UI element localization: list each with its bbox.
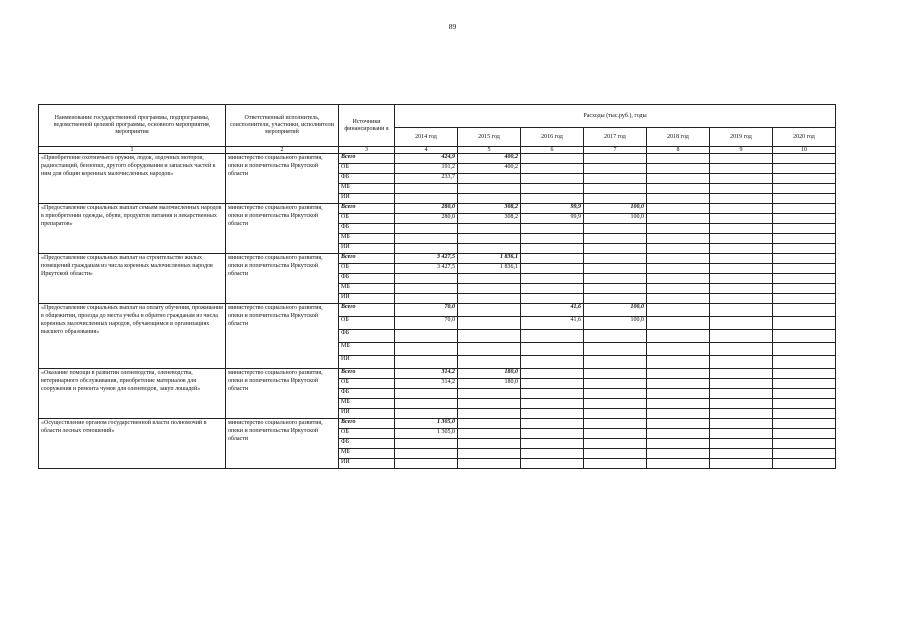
table-row	[39, 254, 836, 264]
activity-executor: министерство социального развития, опеки и попечительства Иркутской области	[226, 254, 339, 304]
amount-cell: 1 836,1	[458, 254, 521, 264]
amount-cell	[647, 214, 710, 224]
amount-cell	[773, 174, 836, 184]
funding-source: ОБ	[339, 379, 395, 389]
amount-cell: 233,7	[395, 174, 458, 184]
amount-cell: 1 305,0	[395, 419, 458, 429]
amount-cell	[521, 284, 584, 294]
column-number: 2	[226, 147, 339, 154]
amount-cell	[710, 439, 773, 449]
amount-cell: 41,6	[521, 304, 584, 317]
header-year: 2019 год	[710, 128, 773, 147]
header-year: 2018 год	[647, 128, 710, 147]
amount-cell	[521, 459, 584, 469]
activity-name: «Предоставление социальных выплат семьям малочисленных народов в приобретении одежды, обуви, продуктов питания и лекарственных препаратов»	[39, 204, 226, 254]
funding-source: ОБ	[339, 264, 395, 274]
amount-cell	[395, 184, 458, 194]
funding-source: ИИ	[339, 244, 395, 254]
amount-cell	[584, 194, 647, 204]
amount-cell	[773, 389, 836, 399]
amount-cell	[584, 224, 647, 234]
amount-cell	[584, 164, 647, 174]
header-sources: Источники финансировани я	[339, 105, 395, 147]
column-number: 7	[584, 147, 647, 154]
amount-cell	[584, 154, 647, 164]
amount-cell: 180,0	[458, 369, 521, 379]
amount-cell	[584, 419, 647, 429]
amount-cell	[710, 224, 773, 234]
funding-source: ИИ	[339, 194, 395, 204]
amount-cell	[458, 304, 521, 317]
amount-cell: 100,0	[584, 204, 647, 214]
amount-cell	[710, 409, 773, 419]
amount-cell	[521, 439, 584, 449]
amount-cell: 100,0	[584, 214, 647, 224]
funding-source: Всего	[339, 369, 395, 379]
amount-cell	[521, 164, 584, 174]
funding-source: ИИ	[339, 294, 395, 304]
amount-cell	[521, 174, 584, 184]
amount-cell	[521, 356, 584, 369]
amount-cell	[458, 343, 521, 356]
activity-name: «Предоставление социальных выплат на строительство жилых помещений гражданам из числа коренных малочисленных народов Иркутской области»	[39, 254, 226, 304]
amount-cell	[584, 379, 647, 389]
funding-source: ОБ	[339, 214, 395, 224]
amount-cell	[584, 254, 647, 264]
amount-cell	[710, 244, 773, 254]
activity-executor: министерство социального развития, опеки и попечительства Иркутской области	[226, 419, 339, 469]
amount-cell	[773, 399, 836, 409]
amount-cell: 100,0	[584, 304, 647, 317]
amount-cell	[647, 439, 710, 449]
amount-cell: 191,2	[395, 164, 458, 174]
column-number: 3	[339, 147, 395, 154]
amount-cell: 400,2	[458, 154, 521, 164]
amount-cell	[458, 429, 521, 439]
amount-cell	[521, 244, 584, 254]
amount-cell	[773, 214, 836, 224]
amount-cell	[395, 330, 458, 343]
amount-cell: 41,6	[521, 317, 584, 330]
amount-cell	[458, 356, 521, 369]
amount-cell	[647, 369, 710, 379]
funding-source: ИИ	[339, 459, 395, 469]
amount-cell	[773, 439, 836, 449]
amount-cell	[521, 294, 584, 304]
activity-executor: министерство социального развития, опеки и попечительства Иркутской области	[226, 154, 339, 204]
table-row	[39, 304, 836, 317]
amount-cell	[584, 330, 647, 343]
amount-cell	[458, 409, 521, 419]
column-number: 6	[521, 147, 584, 154]
header-year: 2016 год	[521, 128, 584, 147]
amount-cell	[647, 184, 710, 194]
amount-cell: 70,0	[395, 304, 458, 317]
amount-cell	[647, 343, 710, 356]
amount-cell	[395, 244, 458, 254]
activity-name: «Приобретение охотничьего оружия, лодок, лодочных моторов, радиостанций, бензопил, другого оборудования и запасных частей к ним для общин коренных малочисленных народов»	[39, 154, 226, 204]
amount-cell	[710, 459, 773, 469]
amount-cell	[710, 274, 773, 284]
amount-cell	[521, 234, 584, 244]
amount-cell	[584, 234, 647, 244]
amount-cell	[773, 204, 836, 214]
amount-cell: 1 836,1	[458, 264, 521, 274]
amount-cell	[395, 356, 458, 369]
amount-cell	[647, 389, 710, 399]
amount-cell: 424,9	[395, 154, 458, 164]
amount-cell	[710, 343, 773, 356]
amount-cell	[458, 399, 521, 409]
amount-cell	[773, 264, 836, 274]
funding-source: ФБ	[339, 389, 395, 399]
amount-cell	[710, 369, 773, 379]
funding-source: МБ	[339, 399, 395, 409]
amount-cell	[395, 439, 458, 449]
column-number: 5	[458, 147, 521, 154]
amount-cell	[458, 439, 521, 449]
funding-source: ИИ	[339, 356, 395, 369]
amount-cell	[521, 429, 584, 439]
amount-cell	[647, 154, 710, 164]
table-row	[39, 204, 836, 214]
header-year: 2017 год	[584, 128, 647, 147]
amount-cell	[773, 294, 836, 304]
amount-cell	[521, 224, 584, 234]
table-body	[39, 154, 836, 469]
amount-cell	[773, 317, 836, 330]
amount-cell	[584, 399, 647, 409]
amount-cell	[395, 274, 458, 284]
amount-cell	[773, 244, 836, 254]
amount-cell	[458, 317, 521, 330]
amount-cell	[584, 429, 647, 439]
amount-cell	[710, 379, 773, 389]
amount-cell	[710, 264, 773, 274]
amount-cell	[647, 204, 710, 214]
funding-source: ИИ	[339, 409, 395, 419]
amount-cell	[458, 389, 521, 399]
funding-source: Всего	[339, 154, 395, 164]
funding-source: Всего	[339, 204, 395, 214]
amount-cell	[584, 274, 647, 284]
amount-cell	[647, 317, 710, 330]
amount-cell	[395, 449, 458, 459]
funding-source: МБ	[339, 184, 395, 194]
amount-cell	[584, 459, 647, 469]
amount-cell	[395, 389, 458, 399]
amount-cell	[521, 399, 584, 409]
amount-cell	[647, 399, 710, 409]
amount-cell	[710, 419, 773, 429]
amount-cell	[584, 369, 647, 379]
amount-cell	[773, 154, 836, 164]
amount-cell	[395, 294, 458, 304]
amount-cell	[395, 459, 458, 469]
amount-cell	[647, 379, 710, 389]
header-year: 2020 год	[773, 128, 836, 147]
amount-cell	[710, 154, 773, 164]
amount-cell	[584, 343, 647, 356]
table-row	[39, 154, 836, 164]
financing-table	[38, 104, 836, 469]
column-number: 8	[647, 147, 710, 154]
amount-cell: 314,2	[395, 379, 458, 389]
amount-cell	[710, 214, 773, 224]
amount-cell	[395, 224, 458, 234]
funding-source: Всего	[339, 419, 395, 429]
amount-cell	[710, 429, 773, 439]
amount-cell	[521, 184, 584, 194]
activity-executor: министерство социального развития, опеки и попечительства Иркутской области	[226, 304, 339, 369]
amount-cell	[458, 274, 521, 284]
amount-cell	[647, 419, 710, 429]
amount-cell	[395, 409, 458, 419]
amount-cell: 99,9	[521, 214, 584, 224]
amount-cell	[710, 449, 773, 459]
header-program-name: Наименование государственной программы, подпрограммы, ведомственной целевой программы, основного мероприятия, мероприятия	[39, 105, 226, 147]
amount-cell	[395, 234, 458, 244]
amount-cell	[395, 399, 458, 409]
header-expenses: Расходы (тыс.руб.), годы	[395, 105, 836, 128]
amount-cell	[773, 284, 836, 294]
amount-cell	[458, 330, 521, 343]
amount-cell	[584, 294, 647, 304]
amount-cell: 180,0	[458, 379, 521, 389]
amount-cell	[458, 194, 521, 204]
amount-cell: 280,0	[395, 204, 458, 214]
amount-cell	[458, 459, 521, 469]
amount-cell: 314,2	[395, 369, 458, 379]
amount-cell	[773, 234, 836, 244]
funding-source: МБ	[339, 343, 395, 356]
amount-cell	[710, 399, 773, 409]
amount-cell	[458, 184, 521, 194]
funding-source: ФБ	[339, 330, 395, 343]
amount-cell	[710, 204, 773, 214]
amount-cell	[395, 194, 458, 204]
amount-cell	[710, 254, 773, 264]
amount-cell	[710, 294, 773, 304]
header-executor: Ответственный исполнитель, соисполнители, участники, исполнители мероприятий	[226, 105, 339, 147]
funding-source: ФБ	[339, 224, 395, 234]
amount-cell	[647, 330, 710, 343]
amount-cell	[521, 264, 584, 274]
amount-cell	[584, 244, 647, 254]
amount-cell	[773, 343, 836, 356]
column-number: 4	[395, 147, 458, 154]
amount-cell	[647, 356, 710, 369]
amount-cell	[710, 389, 773, 399]
amount-cell	[710, 284, 773, 294]
amount-cell	[521, 389, 584, 399]
amount-cell	[584, 264, 647, 274]
amount-cell	[395, 343, 458, 356]
amount-cell	[773, 356, 836, 369]
amount-cell	[647, 274, 710, 284]
amount-cell	[584, 284, 647, 294]
amount-cell	[647, 284, 710, 294]
amount-cell	[710, 330, 773, 343]
amount-cell: 400,2	[458, 164, 521, 174]
amount-cell	[710, 184, 773, 194]
funding-source: МБ	[339, 449, 395, 459]
amount-cell	[458, 224, 521, 234]
amount-cell: 70,0	[395, 317, 458, 330]
amount-cell	[458, 294, 521, 304]
column-number: 9	[710, 147, 773, 154]
activity-executor: министерство социального развития, опеки и попечительства Иркутской области	[226, 369, 339, 419]
amount-cell	[773, 429, 836, 439]
amount-cell: 1 305,0	[395, 429, 458, 439]
funding-source: МБ	[339, 234, 395, 244]
funding-source: ОБ	[339, 317, 395, 330]
amount-cell	[647, 409, 710, 419]
amount-cell	[773, 330, 836, 343]
amount-cell	[710, 194, 773, 204]
amount-cell	[647, 449, 710, 459]
activity-name: «Оказание помощи в развитии оленеводства, оленеводства, ветеринарного обслуживания, приобретение материалов для сооружения и ремонта чумов для оленеводов, закуп лошадей»	[39, 369, 226, 419]
table-row	[39, 369, 836, 379]
amount-cell	[521, 330, 584, 343]
amount-cell: 99,9	[521, 204, 584, 214]
amount-cell	[521, 419, 584, 429]
amount-cell	[773, 459, 836, 469]
amount-cell	[773, 274, 836, 284]
amount-cell	[773, 194, 836, 204]
amount-cell	[521, 379, 584, 389]
amount-cell	[584, 184, 647, 194]
activity-name: «Предоставление социальных выплат на оплату обучения, проживания в общежитии, проезда до места учебы и обратно гражданам из числа коренных малочисленных народов, обучающимся в организациях высшего образования»	[39, 304, 226, 369]
amount-cell	[521, 369, 584, 379]
amount-cell	[710, 317, 773, 330]
funding-source: ФБ	[339, 439, 395, 449]
amount-cell: 3 427,5	[395, 264, 458, 274]
amount-cell	[647, 304, 710, 317]
amount-cell	[773, 164, 836, 174]
amount-cell	[521, 154, 584, 164]
amount-cell	[773, 184, 836, 194]
amount-cell	[710, 164, 773, 174]
amount-cell: 308,2	[458, 204, 521, 214]
amount-cell	[395, 284, 458, 294]
funding-source: Всего	[339, 304, 395, 317]
amount-cell	[773, 369, 836, 379]
amount-cell	[584, 174, 647, 184]
amount-cell	[773, 254, 836, 264]
amount-cell	[458, 234, 521, 244]
amount-cell	[647, 294, 710, 304]
amount-cell	[647, 429, 710, 439]
amount-cell	[521, 449, 584, 459]
funding-source: ОБ	[339, 164, 395, 174]
amount-cell	[584, 439, 647, 449]
amount-cell	[647, 174, 710, 184]
column-number: 10	[773, 147, 836, 154]
table-row	[39, 419, 836, 429]
amount-cell	[773, 304, 836, 317]
amount-cell	[458, 244, 521, 254]
amount-cell	[647, 194, 710, 204]
amount-cell: 308,2	[458, 214, 521, 224]
amount-cell	[773, 419, 836, 429]
amount-cell	[458, 284, 521, 294]
amount-cell	[521, 194, 584, 204]
header-year: 2014 год	[395, 128, 458, 147]
amount-cell	[710, 234, 773, 244]
amount-cell	[521, 254, 584, 264]
amount-cell	[710, 174, 773, 184]
amount-cell	[773, 449, 836, 459]
amount-cell: 3 427,5	[395, 254, 458, 264]
amount-cell	[584, 449, 647, 459]
amount-cell	[647, 264, 710, 274]
funding-source: ФБ	[339, 274, 395, 284]
amount-cell	[584, 356, 647, 369]
amount-cell	[458, 449, 521, 459]
amount-cell	[773, 224, 836, 234]
funding-source: ФБ	[339, 174, 395, 184]
amount-cell	[521, 274, 584, 284]
amount-cell	[584, 389, 647, 399]
amount-cell	[647, 164, 710, 174]
amount-cell	[773, 409, 836, 419]
amount-cell: 280,0	[395, 214, 458, 224]
amount-cell	[458, 174, 521, 184]
funding-source: Всего	[339, 254, 395, 264]
activity-executor: министерство социального развития, опеки и попечительства Иркутской области	[226, 204, 339, 254]
funding-source: МБ	[339, 284, 395, 294]
amount-cell	[773, 379, 836, 389]
column-number: 1	[39, 147, 226, 154]
amount-cell: 100,0	[584, 317, 647, 330]
amount-cell	[710, 356, 773, 369]
amount-cell	[710, 304, 773, 317]
amount-cell	[521, 409, 584, 419]
amount-cell	[458, 419, 521, 429]
amount-cell	[647, 459, 710, 469]
amount-cell	[647, 224, 710, 234]
amount-cell	[584, 409, 647, 419]
amount-cell	[521, 343, 584, 356]
amount-cell	[647, 234, 710, 244]
page-number: 89	[448, 22, 457, 31]
header-year: 2015 год	[458, 128, 521, 147]
funding-source: ОБ	[339, 429, 395, 439]
activity-name: «Осуществление органом государственной власти полномочий в области лесных отношений»	[39, 419, 226, 469]
amount-cell	[647, 244, 710, 254]
amount-cell	[647, 254, 710, 264]
